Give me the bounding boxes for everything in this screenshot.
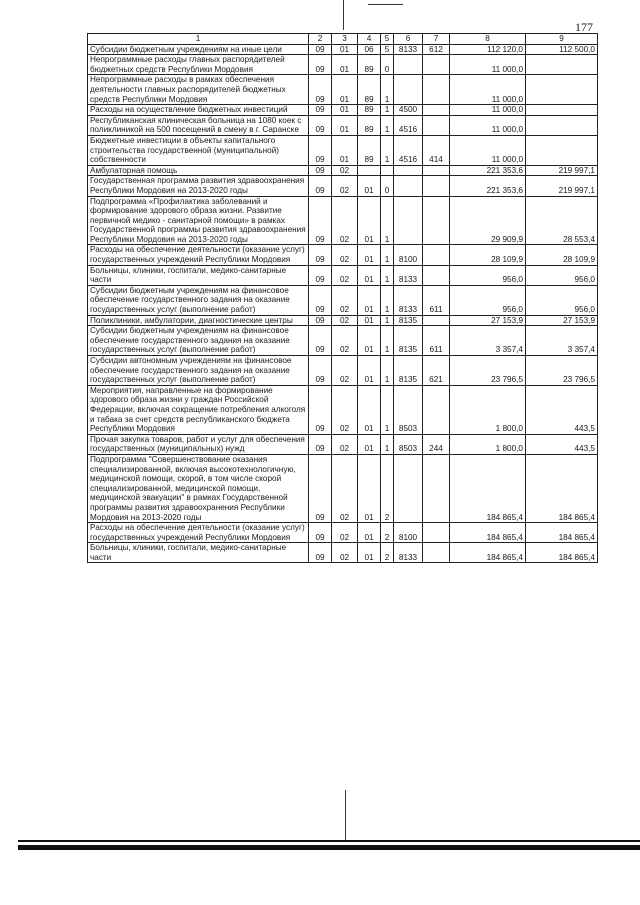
scan-line-artifact: [368, 4, 403, 5]
scan-line-artifact: [343, 0, 344, 30]
subprogram-code: 1: [381, 196, 394, 245]
row-name: Подпрограмма "Совершенствование оказания специализированной, включая высокотехнологичную, медицинской помощи, скорой, в том числе скорой специализированной, медицинской помощи, медицинской эвакуации" в рамках Государственной программы развития здравоохранения Республики Мордовия на 2013-2020 годы: [88, 454, 309, 522]
subprogram-code: 2: [381, 454, 394, 522]
subprogram-code: 1: [381, 265, 394, 285]
expense-type-code: 612: [423, 44, 450, 55]
table-row: [88, 385, 598, 434]
subprogram-code: [381, 165, 394, 176]
subprogram-code: 1: [381, 315, 394, 326]
item-code: 8135: [394, 315, 423, 326]
section-code: 09: [309, 165, 332, 176]
row-name: Амбулаторная помощь: [88, 165, 309, 176]
table-row: [88, 176, 598, 196]
subprogram-code: 1: [381, 105, 394, 116]
section-code: 09: [309, 265, 332, 285]
program-code: 89: [358, 75, 381, 105]
row-name: Непрограммные расходы главных распорядителей бюджетных средств Республики Мордовия: [88, 55, 309, 75]
subprogram-code: 2: [381, 543, 394, 563]
subprogram-code: 1: [381, 115, 394, 135]
subprogram-code: 1: [381, 75, 394, 105]
program-code: 01: [358, 196, 381, 245]
subsection-code: 02: [332, 196, 358, 245]
expense-type-code: [423, 543, 450, 563]
amount-year-1: 1 800,0: [450, 385, 526, 434]
subprogram-code: 1: [381, 356, 394, 386]
subprogram-code: 1: [381, 434, 394, 454]
subsection-code: 02: [332, 523, 358, 543]
section-code: 09: [309, 326, 332, 356]
expense-type-code: 611: [423, 285, 450, 315]
item-code: 4500: [394, 105, 423, 116]
subprogram-code: 0: [381, 176, 394, 196]
amount-year-2: 219 997,1: [526, 165, 598, 176]
amount-year-1: 3 357,4: [450, 326, 526, 356]
expense-type-code: [423, 165, 450, 176]
amount-year-1: 23 796,5: [450, 356, 526, 386]
section-code: 09: [309, 315, 332, 326]
subprogram-code: 1: [381, 326, 394, 356]
program-code: 01: [358, 434, 381, 454]
row-name: Непрограммные расходы в рамках обеспечения деятельности главных распорядителей бюджетных средств Республики Мордовия: [88, 75, 309, 105]
column-header: 2: [309, 34, 332, 45]
amount-year-1: 27 153,9: [450, 315, 526, 326]
row-name: Республиканская клиническая больница на 1080 коек с поликлиникой на 500 посещений в смену в г. Саранске: [88, 115, 309, 135]
subsection-code: 01: [332, 135, 358, 165]
expense-type-code: [423, 75, 450, 105]
subsection-code: 02: [332, 454, 358, 522]
section-code: 09: [309, 523, 332, 543]
expense-type-code: [423, 105, 450, 116]
section-code: 09: [309, 385, 332, 434]
expense-type-code: [423, 265, 450, 285]
amount-year-1: 11 000,0: [450, 75, 526, 105]
section-code: 09: [309, 454, 332, 522]
row-name: Расходы на обеспечение деятельности (оказание услуг) государственных учреждений Республики Мордовия: [88, 523, 309, 543]
amount-year-1: 184 865,4: [450, 523, 526, 543]
table-row: [88, 44, 598, 55]
subsection-code: 01: [332, 105, 358, 116]
program-code: 01: [358, 315, 381, 326]
item-code: [394, 165, 423, 176]
program-code: 01: [358, 285, 381, 315]
expense-type-code: 414: [423, 135, 450, 165]
row-name: Прочая закупка товаров, работ и услуг для обеспечения государственных (муниципальных) нужд: [88, 434, 309, 454]
subsection-code: 02: [332, 265, 358, 285]
row-name: Субсидии бюджетным учреждениям на финансовое обеспечение государственного задания на оказание государственных услуг (выполнение работ): [88, 326, 309, 356]
section-code: 09: [309, 356, 332, 386]
table-row: [88, 315, 598, 326]
section-code: 09: [309, 115, 332, 135]
item-code: [394, 75, 423, 105]
amount-year-1: 11 000,0: [450, 115, 526, 135]
column-header: 9: [526, 34, 598, 45]
program-code: [358, 165, 381, 176]
item-code: 8133: [394, 543, 423, 563]
expense-type-code: [423, 245, 450, 265]
amount-year-2: 184 865,4: [526, 523, 598, 543]
section-code: 09: [309, 55, 332, 75]
program-code: 01: [358, 265, 381, 285]
subsection-code: 01: [332, 55, 358, 75]
amount-year-2: 956,0: [526, 265, 598, 285]
row-name: Расходы на осуществление бюджетных инвестиций: [88, 105, 309, 116]
expense-type-code: [423, 196, 450, 245]
expense-type-code: [423, 55, 450, 75]
amount-year-1: 11 000,0: [450, 55, 526, 75]
amount-year-2: [526, 105, 598, 116]
amount-year-2: 443,5: [526, 434, 598, 454]
table-header-row: [88, 34, 598, 45]
subprogram-code: 1: [381, 245, 394, 265]
item-code: 8135: [394, 326, 423, 356]
row-name: Субсидии автономным учреждениям на финансовое обеспечение государственного задания на оказание государственных услуг (выполнение работ): [88, 356, 309, 386]
item-code: 8135: [394, 356, 423, 386]
section-code: 09: [309, 285, 332, 315]
budget-table: [87, 33, 598, 563]
amount-year-1: 11 000,0: [450, 135, 526, 165]
amount-year-1: 184 865,4: [450, 543, 526, 563]
amount-year-2: 184 865,4: [526, 543, 598, 563]
amount-year-2: 28 109,9: [526, 245, 598, 265]
section-code: 09: [309, 196, 332, 245]
subsection-code: 01: [332, 44, 358, 55]
subsection-code: 02: [332, 245, 358, 265]
section-code: 09: [309, 434, 332, 454]
amount-year-2: 28 553,4: [526, 196, 598, 245]
subsection-code: 02: [332, 543, 358, 563]
row-name: Мероприятия, направленные на формирование здорового образа жизни у граждан Российской Федерации, включая сокращение потребления алкоголя и табака за счет средств республиканского бюджета Республики Мордовия: [88, 385, 309, 434]
item-code: [394, 196, 423, 245]
amount-year-2: 112 500,0: [526, 44, 598, 55]
program-code: 01: [358, 245, 381, 265]
table-row: [88, 135, 598, 165]
subsection-code: 02: [332, 176, 358, 196]
amount-year-1: 11 000,0: [450, 105, 526, 116]
amount-year-2: 219 997,1: [526, 176, 598, 196]
row-name: Бюджетные инвестиции в объекты капитального строительства государственной (муниципальной) собственности: [88, 135, 309, 165]
subsection-code: 01: [332, 75, 358, 105]
section-code: 09: [309, 44, 332, 55]
table-row: [88, 285, 598, 315]
program-code: 89: [358, 105, 381, 116]
program-code: 01: [358, 385, 381, 434]
expense-type-code: [423, 454, 450, 522]
column-header: 1: [88, 34, 309, 45]
row-name: Субсидии бюджетным учреждениям на финансовое обеспечение государственного задания на оказание государственных услуг (выполнение работ): [88, 285, 309, 315]
expense-type-code: 621: [423, 356, 450, 386]
item-code: [394, 454, 423, 522]
table-row: [88, 75, 598, 105]
subsection-code: 02: [332, 285, 358, 315]
row-name: Расходы на обеспечение деятельности (оказание услуг) государственных учреждений Республики Мордовия: [88, 245, 309, 265]
amount-year-1: 184 865,4: [450, 454, 526, 522]
column-header: 7: [423, 34, 450, 45]
section-code: 09: [309, 75, 332, 105]
page-number: 177: [575, 20, 593, 34]
amount-year-1: 29 909,9: [450, 196, 526, 245]
subsection-code: 02: [332, 356, 358, 386]
amount-year-2: [526, 75, 598, 105]
item-code: 8133: [394, 285, 423, 315]
item-code: 8503: [394, 434, 423, 454]
program-code: 89: [358, 55, 381, 75]
amount-year-2: [526, 115, 598, 135]
program-code: 01: [358, 523, 381, 543]
amount-year-2: 956,0: [526, 285, 598, 315]
subsection-code: 02: [332, 165, 358, 176]
column-header: 6: [394, 34, 423, 45]
amount-year-1: 28 109,9: [450, 245, 526, 265]
table-row: [88, 454, 598, 522]
subsection-code: 02: [332, 385, 358, 434]
expense-type-code: [423, 385, 450, 434]
item-code: 8100: [394, 523, 423, 543]
subprogram-code: 0: [381, 55, 394, 75]
amount-year-1: 221 353,6: [450, 176, 526, 196]
table-row: [88, 523, 598, 543]
program-code: 01: [358, 356, 381, 386]
item-code: [394, 176, 423, 196]
table-row: [88, 165, 598, 176]
subprogram-code: 2: [381, 523, 394, 543]
subprogram-code: 1: [381, 285, 394, 315]
table-row: [88, 326, 598, 356]
table-row: [88, 55, 598, 75]
table-row: [88, 265, 598, 285]
expense-type-code: 611: [423, 326, 450, 356]
program-code: 01: [358, 454, 381, 522]
expense-type-code: [423, 315, 450, 326]
scan-line-artifact: [345, 790, 346, 840]
amount-year-1: 1 800,0: [450, 434, 526, 454]
program-code: 89: [358, 135, 381, 165]
table-row: [88, 105, 598, 116]
row-name: Больницы, клиники, госпитали, медико-санитарные части: [88, 265, 309, 285]
item-code: 8133: [394, 265, 423, 285]
section-code: 09: [309, 135, 332, 165]
program-code: 01: [358, 176, 381, 196]
subsection-code: 02: [332, 434, 358, 454]
subprogram-code: 1: [381, 385, 394, 434]
row-name: Государственная программа развития здравоохранения Республики Мордовия на 2013-2020 годы: [88, 176, 309, 196]
expense-type-code: 244: [423, 434, 450, 454]
table-row: [88, 543, 598, 563]
amount-year-2: 3 357,4: [526, 326, 598, 356]
row-name: Подпрограмма «Профилактика заболеваний и формирование здорового образа жизни. Развитие первичной медико - санитарной помощи» в рамках Государственной программы развития здравоохранения Республики Мордовия на 2013-2020 годы: [88, 196, 309, 245]
section-code: 09: [309, 543, 332, 563]
section-code: 09: [309, 176, 332, 196]
section-code: 09: [309, 245, 332, 265]
expense-type-code: [423, 115, 450, 135]
table-row: [88, 356, 598, 386]
column-header: 4: [358, 34, 381, 45]
amount-year-1: 112 120,0: [450, 44, 526, 55]
column-header: 5: [381, 34, 394, 45]
column-header: 3: [332, 34, 358, 45]
item-code: 8133: [394, 44, 423, 55]
expense-type-code: [423, 523, 450, 543]
subsection-code: 02: [332, 326, 358, 356]
item-code: 8100: [394, 245, 423, 265]
subsection-code: 02: [332, 315, 358, 326]
item-code: 4516: [394, 115, 423, 135]
item-code: 4516: [394, 135, 423, 165]
page-bottom-edge: [18, 840, 640, 842]
amount-year-2: 27 153,9: [526, 315, 598, 326]
table-row: [88, 115, 598, 135]
program-code: 06: [358, 44, 381, 55]
table-row: [88, 434, 598, 454]
program-code: 89: [358, 115, 381, 135]
amount-year-2: 184 865,4: [526, 454, 598, 522]
amount-year-1: 956,0: [450, 285, 526, 315]
item-code: [394, 55, 423, 75]
column-header: 8: [450, 34, 526, 45]
expense-type-code: [423, 176, 450, 196]
amount-year-1: 956,0: [450, 265, 526, 285]
page-bottom-edge: [18, 845, 640, 850]
table-row: [88, 196, 598, 245]
row-name: Поликлиники, амбулатории, диагностические центры: [88, 315, 309, 326]
subprogram-code: 1: [381, 135, 394, 165]
subprogram-code: 5: [381, 44, 394, 55]
program-code: 01: [358, 326, 381, 356]
amount-year-2: 23 796,5: [526, 356, 598, 386]
item-code: 8503: [394, 385, 423, 434]
amount-year-2: [526, 55, 598, 75]
row-name: Больницы, клиники, госпитали, медико-санитарные части: [88, 543, 309, 563]
row-name: Субсидии бюджетным учреждениям на иные цели: [88, 44, 309, 55]
amount-year-1: 221 353,6: [450, 165, 526, 176]
section-code: 09: [309, 105, 332, 116]
table-row: [88, 245, 598, 265]
amount-year-2: [526, 135, 598, 165]
amount-year-2: 443,5: [526, 385, 598, 434]
program-code: 01: [358, 543, 381, 563]
subsection-code: 01: [332, 115, 358, 135]
